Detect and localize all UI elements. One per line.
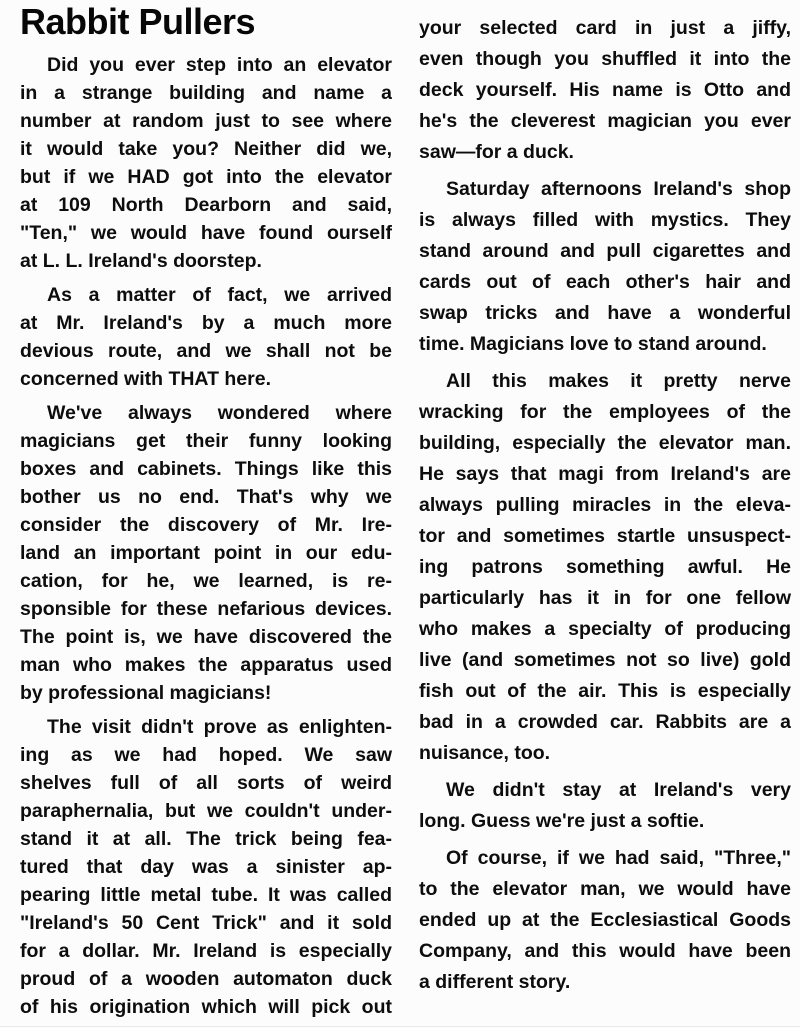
text-line: who makes a specialty of producing <box>419 618 791 640</box>
text-line: nuisance, too. <box>419 742 551 764</box>
right-column-text <box>419 13 791 998</box>
text-line: number at random just to see where <box>20 110 392 132</box>
text-line: tor and sometimes startle unsuspect- <box>419 525 791 547</box>
text-line: ing patrons something awful. He <box>419 556 791 578</box>
text-line: at Mr. Ireland's by a much more <box>20 312 392 334</box>
text-line: long. Guess we're just a softie. <box>419 810 705 832</box>
text-line: tured that day was a sinister ap- <box>20 856 392 878</box>
text-line: building, especially the elevator man. <box>419 432 791 454</box>
text-line: even though you shuffled it into the <box>419 48 791 70</box>
text-line: sponsible for these nefarious devices. <box>20 598 392 620</box>
text-line: at 109 North Dearborn and said, <box>20 194 392 216</box>
text-line: saw—for a duck. <box>419 141 574 163</box>
text-line: a different story. <box>419 971 571 993</box>
text-line: devious route, and we shall not be <box>20 340 392 362</box>
text-line: The visit didn't prove as enlighten- <box>47 716 392 738</box>
text-line: He says that magi from Ireland's are <box>419 463 791 485</box>
text-line: The point is, we have discovered the <box>20 626 392 648</box>
text-line: boxes and cabinets. Things like this <box>20 458 392 480</box>
text-line: We've always wondered where <box>47 402 392 424</box>
text-line: it would take you? Neither did we, <box>20 138 392 160</box>
text-line: Of course, if we had said, "Three," <box>446 847 791 869</box>
text-line: your selected card in just a jiffy, <box>419 17 791 39</box>
text-line: particularly has it in for one fellow <box>419 587 791 609</box>
text-line: stand around and pull cigarettes and <box>419 240 791 262</box>
text-line: cation, for he, we learned, is re- <box>20 570 392 592</box>
text-line: of his origination which will pick out <box>20 996 392 1018</box>
paragraph <box>20 51 392 275</box>
text-line: stand it at all. The trick being fea- <box>20 828 392 850</box>
text-line: to the elevator man, we would have <box>419 878 791 900</box>
text-line: for a dollar. Mr. Ireland is especially <box>20 940 392 962</box>
text-line: We didn't stay at Ireland's very <box>446 779 791 801</box>
left-column-text <box>20 51 392 1021</box>
text-line: wracking for the employees of the <box>419 401 791 423</box>
text-line: at L. L. Ireland's doorstep. <box>20 250 262 272</box>
text-line: time. Magicians love to stand around. <box>419 333 767 355</box>
paragraph <box>419 843 791 998</box>
text-line: he's the cleverest magician you ever <box>419 110 791 132</box>
text-line: All this makes it pretty nerve <box>446 370 791 392</box>
text-line: pearing little metal tube. It was called <box>20 884 392 906</box>
text-line: bad in a crowded car. Rabbits are a <box>419 711 791 733</box>
text-line: land an important point in our edu- <box>20 542 392 564</box>
text-line: by professional magicians! <box>20 682 272 704</box>
paragraph <box>419 174 791 360</box>
text-line: consider the discovery of Mr. Ire- <box>20 514 392 536</box>
paragraph <box>20 713 392 1021</box>
text-line: ing as we had hoped. We saw <box>20 744 392 766</box>
paragraph <box>20 399 392 707</box>
text-line: ended up at the Ecclesiastical Goods <box>419 909 791 931</box>
text-line: always pulling miracles in the eleva- <box>419 494 791 516</box>
text-line: live (and sometimes not so live) gold <box>419 649 791 671</box>
text-line: cards out of each other's hair and <box>419 271 791 293</box>
text-line: Company, and this would have been <box>419 940 791 962</box>
text-line: magicians get their funny looking <box>20 430 392 452</box>
text-line: Did you ever step into an elevator <box>47 54 392 76</box>
paragraph <box>419 366 791 769</box>
text-line: swap tricks and have a wonderful <box>419 302 791 324</box>
paragraph <box>20 281 392 393</box>
text-line: bother us no end. That's why we <box>20 486 392 508</box>
text-line: "Ten," we would have found ourself <box>20 222 392 244</box>
text-line: is always filled with mystics. They <box>419 209 791 231</box>
text-line: deck yourself. His name is Otto and <box>419 79 791 101</box>
text-line: shelves full of all sorts of weird <box>20 772 392 794</box>
left-column <box>20 2 392 1021</box>
text-line: but if we HAD got into the elevator <box>20 166 392 188</box>
text-line: concerned with THAT here. <box>20 368 272 390</box>
scan-edge-line <box>0 1026 800 1027</box>
text-line: As a matter of fact, we arrived <box>47 284 392 306</box>
right-column <box>419 2 791 1021</box>
text-line: proud of a wooden automaton duck <box>20 968 392 990</box>
paragraph <box>419 775 791 837</box>
text-line: "Ireland's 50 Cent Trick" and it sold <box>20 912 392 934</box>
text-line: fish out of the air. This is especially <box>419 680 791 702</box>
article-title: Rabbit Pullers <box>20 1 256 42</box>
text-line: Saturday afternoons Ireland's shop <box>446 178 791 200</box>
paragraph <box>419 13 791 168</box>
text-line: paraphernalia, but we couldn't under- <box>20 800 392 822</box>
text-line: man who makes the apparatus used <box>20 654 392 676</box>
text-line: in a strange building and name a <box>20 82 392 104</box>
